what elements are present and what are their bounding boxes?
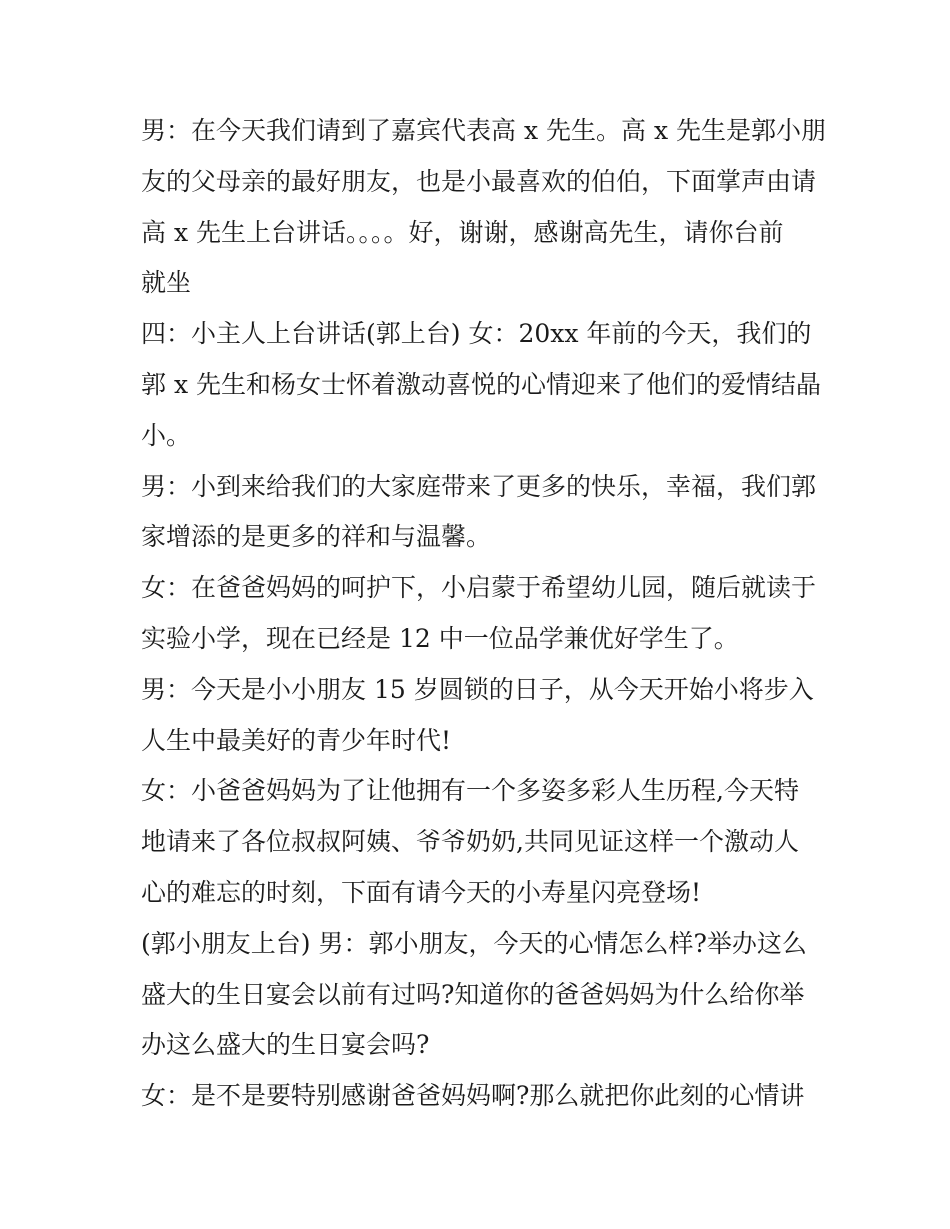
text-line: 盛大的生日宴会以前有过吗?知道你的爸爸妈妈为什么给你举 [141, 979, 805, 1009]
text-line: 实验小学，现在已经是 12 中一位品学兼优好学生了。 [141, 623, 739, 653]
text-line: 办这么盛大的生日宴会吗? [141, 1030, 430, 1060]
text-line: 家增添的是更多的祥和与温馨。 [141, 522, 492, 552]
text-line: 友的父母亲的最好朋友，也是小最喜欢的伯伯，下面掌声由请 [141, 166, 817, 196]
text-line: 人生中最美好的青少年时代! [141, 725, 452, 755]
text-line: 心的难忘的时刻，下面有请今天的小寿星闪亮登场! [141, 877, 702, 907]
text-line: 就坐 [141, 268, 192, 298]
document-body [141, 106, 826, 1122]
text-line: 高 x 先生上台讲话。。。。好，谢谢，感谢高先生，请你台前 [141, 217, 784, 247]
text-line: (郭小朋友上台) 男：郭小朋友，今天的心情怎么样?举办这么 [141, 928, 807, 958]
text-line: 男：今天是小小朋友 15 岁圆锁的日子，从今天开始小将步入 [141, 674, 814, 704]
text-line: 小。 [141, 420, 192, 450]
text-line: 地请来了各位叔叔阿姨、爷爷奶奶,共同见证这样一个激动人 [141, 827, 799, 857]
text-line: 女：在爸爸妈妈的呵护下，小启蒙于希望幼儿园，随后就读于 [141, 573, 817, 603]
text-line: 女：是不是要特别感谢爸爸妈妈啊?那么就把你此刻的心情讲 [141, 1081, 805, 1111]
text-line: 四：小主人上台讲话(郭上台) 女：20xx 年前的今天，我们的 [141, 319, 812, 349]
text-line: 郭 x 先生和杨女士怀着激动喜悦的心情迎来了他们的爱情结晶 [141, 369, 821, 399]
text-line: 男：在今天我们请到了嘉宾代表高 x 先生。高 x 先生是郭小朋 [141, 116, 826, 145]
text-line: 男：小到来给我们的大家庭带来了更多的快乐，幸福，我们郭 [141, 471, 817, 501]
text-line: 女：小爸爸妈妈为了让他拥有一个多姿多彩人生历程,今天特 [141, 776, 799, 806]
